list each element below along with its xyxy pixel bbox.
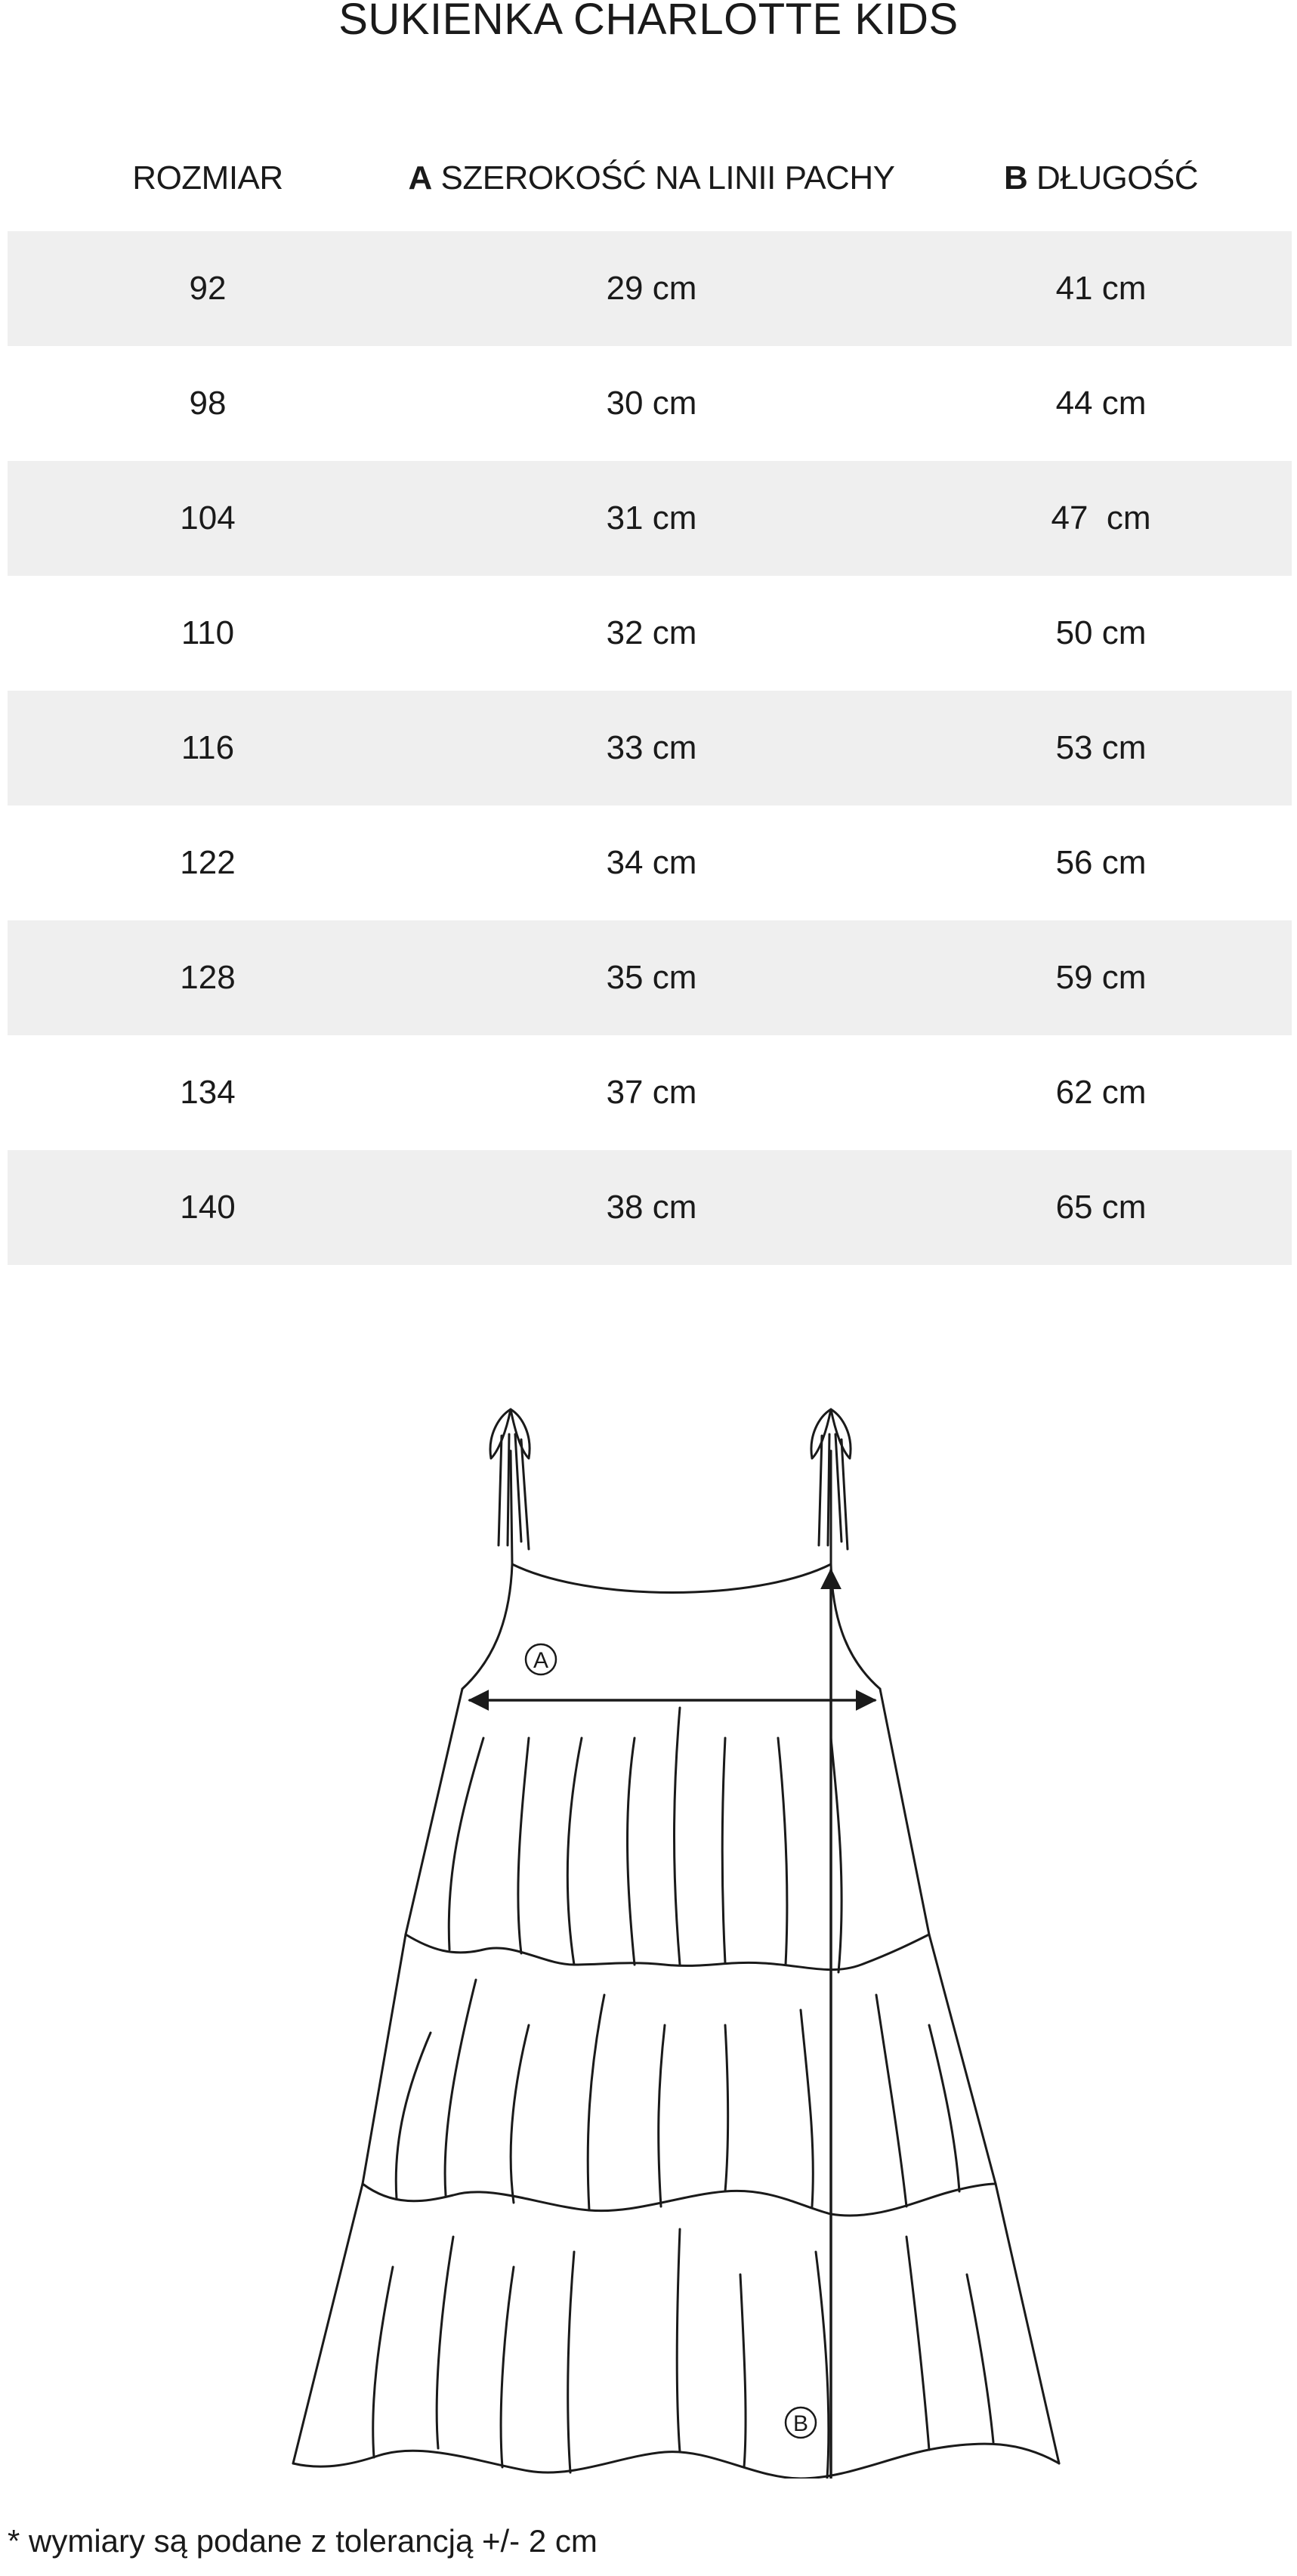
cell-length: 65 cm (1055, 1189, 1147, 1226)
header-length (895, 125, 1297, 231)
cell-size: 140 (180, 1189, 236, 1226)
cell-width: 33 cm (606, 729, 697, 766)
header-width (408, 125, 895, 231)
right-strap-tie (811, 1409, 851, 1564)
cell-size: 134 (180, 1074, 236, 1111)
cell-length: 59 cm (1055, 959, 1147, 996)
cell-width: 30 cm (606, 385, 697, 422)
cell-width: 32 cm (606, 614, 697, 651)
table-row (8, 461, 1292, 576)
cell-width: 38 cm (606, 1189, 697, 1226)
cell-size: 92 (189, 270, 227, 307)
marker-b-label: B (792, 2411, 809, 2436)
cell-length: 44 cm (1055, 385, 1147, 422)
table-row (8, 231, 1292, 346)
size-table (8, 125, 1292, 1265)
cell-length: 53 cm (1055, 729, 1147, 766)
header-width-letter: A (408, 159, 432, 196)
cell-width: 37 cm (606, 1074, 697, 1111)
table-row (8, 691, 1292, 806)
cell-size: 110 (181, 614, 235, 651)
cell-length: 62 cm (1055, 1074, 1147, 1111)
cell-size: 128 (180, 959, 236, 996)
table-row (8, 806, 1292, 920)
header-length-letter: B (1003, 159, 1028, 196)
table-row (8, 576, 1292, 691)
dress-skirt (293, 1689, 1059, 2479)
measurement-a (470, 1644, 875, 1700)
dress-bodice (462, 1564, 880, 1689)
cell-length: 56 cm (1055, 844, 1147, 881)
dress-diagram (0, 1345, 1297, 2479)
header-length-label: DŁUGOŚĆ (1027, 159, 1199, 196)
cell-size: 104 (180, 499, 236, 537)
cell-size: 98 (189, 385, 227, 422)
cell-length: 41 cm (1055, 270, 1147, 307)
page-title: SUKIENKA CHARLOTTE KIDS (338, 0, 959, 44)
table-row (8, 1150, 1292, 1265)
cell-size: 122 (180, 844, 236, 881)
cell-size: 116 (181, 729, 235, 766)
cell-length: 50 cm (1055, 614, 1147, 651)
table-header-row (8, 125, 1292, 231)
table-row (8, 1035, 1292, 1150)
cell-length: 47 cm (1051, 499, 1151, 537)
tolerance-note: * wymiary są podane z tolerancją +/- 2 cm (8, 2523, 598, 2559)
cell-width: 29 cm (606, 270, 697, 307)
marker-a-label: A (533, 1648, 549, 1673)
header-width-label: SZEROKOŚĆ NA LINII PACHY (431, 159, 895, 196)
cell-width: 31 cm (606, 499, 697, 537)
cell-width: 34 cm (606, 844, 697, 881)
cell-width: 35 cm (606, 959, 697, 996)
table-row (8, 346, 1292, 461)
header-size: ROZMIAR (132, 159, 283, 196)
table-row (8, 920, 1292, 1035)
left-strap-tie (490, 1409, 530, 1564)
